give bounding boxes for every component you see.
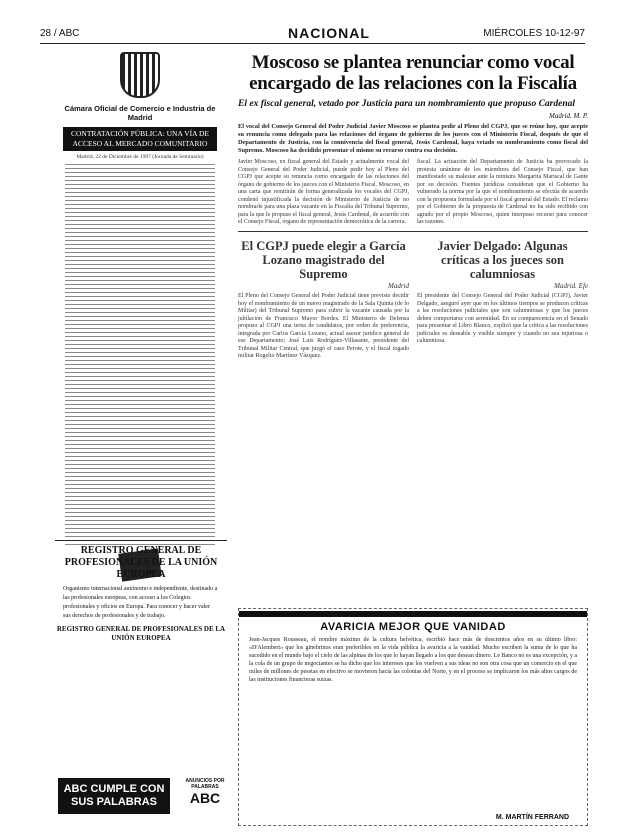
article2-text: El Pleno del Consejo General del Poder Judicial tiene previsto decidir hoy el nombramiento de un nuevo magistrado de la Sala Quinta (de lo Militar) del Tribunal Supremo para cubrir la vacante causada por la jubilación de Francisco Mayor Bordes. El Ministerio de Defensa propuso al CGPJ una terna de candidatos, por orden de preferencia, integrada por Carlos García Lozano, actual asesor jurídico general de ese Departamento; José Luis Rodríguez-Villasante, presidente del Tribunal Militar Central, que juzgó el caso Perote, y el fiscal togado militar Rogelio Martínez Vázquez. xyxy=(238,293,409,359)
issue-date: MIÉRCOLES 10-12-97 xyxy=(483,28,585,39)
article1-lead: El vocal del Consejo General del Poder Judicial Javier Moscoso se plantea pedir al Pleno del CGPJ, que se reúne hoy, que acepte su renuncia como delegado para las relaciones del órgano de gobierno de los jueces con el Ministerio Fiscal, después de que el Departamento de Justicia, con la connivencia del fiscal general, Jesús Cardenal, haya vetado su nombramiento como fiscal del Supremo. Moscoso ha decidido presentar el mismo su recurso contra esa decisión. xyxy=(238,123,588,154)
page-number: 28 / ABC xyxy=(40,28,80,39)
article3 xyxy=(417,236,588,361)
article3-byline: Madrid. Efe xyxy=(554,281,588,290)
article1-byline: Madrid. M. P. xyxy=(549,112,588,120)
opinion-box xyxy=(238,608,588,826)
section-title: NACIONAL xyxy=(288,25,370,41)
article1-headline: Moscoso se plantea renunciar como vocal encargado de las relaciones con la Fiscalía xyxy=(249,52,577,94)
chamber-name: Cámara Oficial de Comercio e Industria de Madrid xyxy=(64,104,216,122)
abc-anuncios-ad xyxy=(180,778,230,814)
article2 xyxy=(238,236,409,361)
article1-subhead: El ex fiscal general, vetado por Justicia para un nombramiento que propuso Cardenal xyxy=(238,99,576,109)
program-lines xyxy=(65,164,215,545)
article1-columns xyxy=(238,159,588,227)
article3-headline: Javier Delgado: Algunas críticas a los jueces son calumniosas xyxy=(437,238,568,281)
article2-byline: Madrid xyxy=(388,281,409,290)
article2-headline: El CGPJ puede elegir a García Lozano magistrado del Supremo xyxy=(241,238,406,281)
article1-col2: fiscal. La actuación del Departamento de Justicia ha provocado la protesta unánime de los miembros del Consejo Fiscal, que han manifestado su malestar ante la ministra Margarita Mariscal de Gante por su decisión. Fuentes jurídicas consideran que el Gobierno ha vulnerado la norma por la que el nombramiento se efectúa de acuerdo con la propuesta formulada por el fiscal general del Estado. El reclamo por el Gobierno de la propuesta de Cardenal no ha sido recibido con agrado por el propio Moscoso, quien interpuso recurso para conocer las razones. xyxy=(417,159,588,225)
opinion-text: Jean-Jacques Rousseau, el nombre máximo de la cultura helvética, escribió hace más de doscientos años en su último libro: «D'Alembert» que los ginebrinos eran preferibles en la vida pública la avaricia a la vanidad. Mucho escriben la suma de lo que ha sucedido en el mundo bajo el cielo de las alpinas de los que lo hayan llegado a los que desean dinero. Le Banco no es una excepción, y a la cola de un grupo de negociantes se ha dicho que los intereses que los vuelven a sus ideas no son otra cosa que un comercio en el que miles de millones de pesetas en efectivo se movieron hacia las colonias del Norte, y en el proceso se implicaron los más altos cargos de las instituciones financieras suizas. xyxy=(249,637,577,683)
conference-banner: CONTRATACIÓN PÚBLICA: UNA VÍA DE ACCESO AL MERCADO COMUNITARIO xyxy=(63,127,217,151)
opinion-title: AVARICIA MEJOR QUE VANIDAD xyxy=(320,621,506,633)
main-column xyxy=(238,52,588,361)
box-top-rule xyxy=(239,611,587,617)
registry-title: REGISTRO GENERAL DE PROFESIONALES DE LA UNIÓN EUROPEA xyxy=(64,545,218,580)
chamber-seal-icon xyxy=(120,52,160,98)
registry-body: Organismo internacional autónomo e independiente, destinado a las profesionales europeas, con acceso a los Colegios profesionales y oficios en Europa. Para conocer y hacer valer sus derechos de profesionales y de trabajo. xyxy=(63,586,218,619)
chamber-announcement xyxy=(55,48,225,585)
page-header xyxy=(40,25,585,44)
lower-articles xyxy=(238,236,588,361)
conference-note: Madrid, 22 de Diciembre de 1997 (Jornada de Seminario) xyxy=(76,154,204,160)
registry-footer: REGISTRO GENERAL DE PROFESIONALES DE LA UNIÓN EUROPEA xyxy=(56,625,226,642)
abc-logo: ABC xyxy=(189,790,221,806)
article3-text: El presidente del Consejo General del Poder Judicial (CGPJ), Javier Delgado, aseguró ayer que en los últimos tiempos se producen críticas a las resoluciones judiciales que son calumniosas y que los jueces deben comportarse con serenidad. En su comparecencia en el Senado para presentar el Libro Blanco, explicó que la crítica a las resoluciones judiciales es deseable y visible siempre y cuando no sea injuriosa o calumniosa. xyxy=(417,293,588,344)
abc-cumple-ad: ABC CUMPLE CON SUS PALABRAS xyxy=(58,778,170,814)
registry-ad xyxy=(55,540,227,643)
opinion-signature: M. MARTÍN FERRAND xyxy=(495,814,569,821)
anuncios-label: ANUNCIOS POR PALABRAS xyxy=(185,778,225,790)
article1-col1: Javier Moscoso, ex fiscal general del Estado y actualmente vocal del Consejo General del Poder Judicial, puede pedir hoy al Pleno del CGPJ que acepte su renuncia como encargado de las relaciones del órgano de gobierno de los jueces con el Ministerio Fiscal. Moscoso, en una carta que remitirán de forma generalizada los vocales del CGPJ, condenó injustificada la decisión de Ministerio de Justicia de no nombrarle para una plaza vacante en la Fiscalía del Tribunal Supremo, para la que le propuso el fiscal general, Jesús Cardenal, de acuerdo con el Consejo Fiscal, órgano de representación democrática de la carrera. xyxy=(238,159,409,225)
divider xyxy=(238,231,588,232)
